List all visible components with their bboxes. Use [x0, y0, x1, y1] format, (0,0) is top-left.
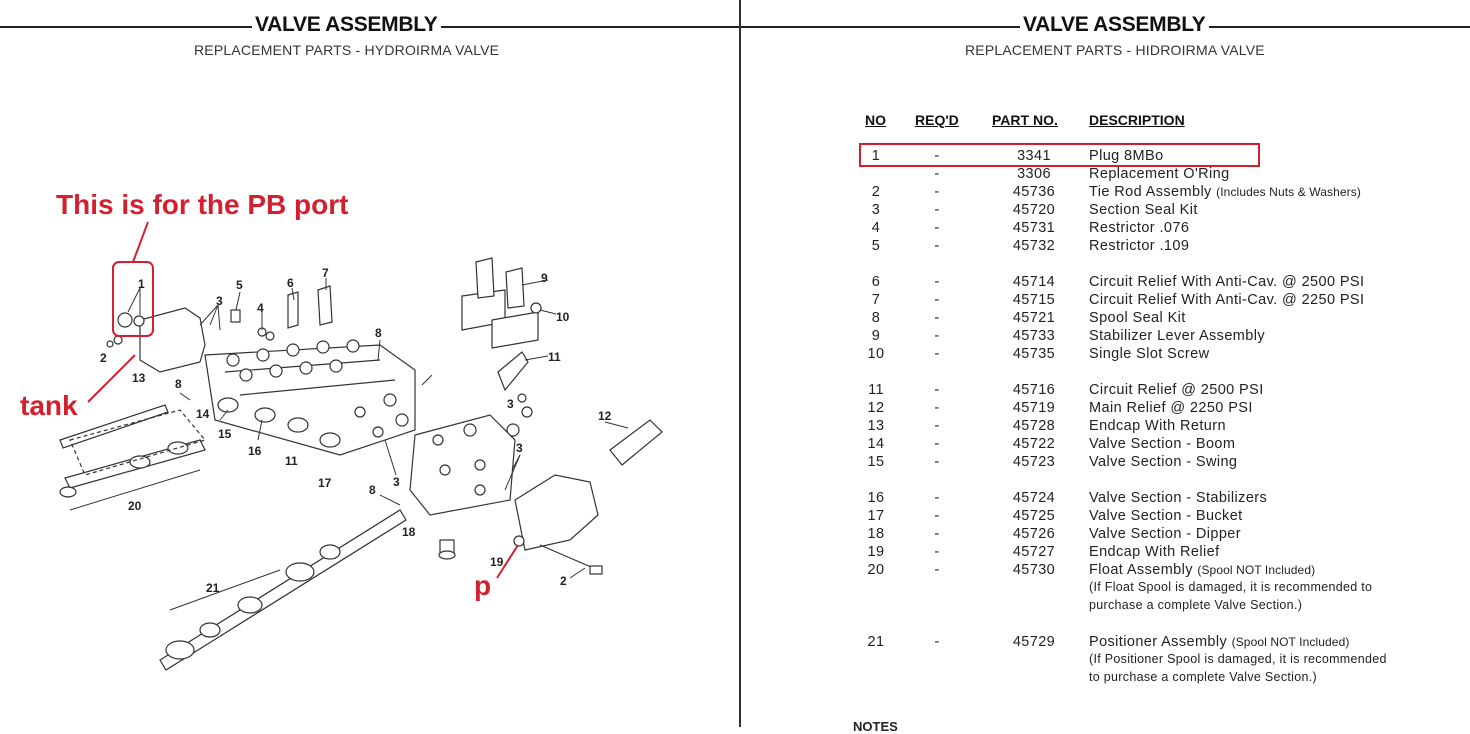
plug-part: [118, 313, 132, 327]
part-row-reqd: -: [934, 166, 940, 182]
part-row-reqd: -: [934, 238, 940, 254]
pb-port-pointer: [133, 222, 148, 262]
part-row-note: (Spool NOT Included): [1197, 563, 1316, 577]
endcap-with-relief-part: [515, 475, 598, 550]
part-row-reqd: -: [934, 328, 940, 344]
part-row-description: Spool Seal Kit: [1089, 310, 1186, 326]
part-row-reqd: -: [934, 562, 940, 578]
part-row-no: 10: [867, 346, 885, 362]
part-row-continuation-note: purchase a complete Valve Section.): [1089, 598, 1303, 612]
tank-pointer: [88, 355, 135, 402]
part-row-continuation-note: (If Positioner Spool is damaged, it is recommended: [1089, 652, 1387, 666]
oring-part: [134, 316, 144, 326]
part-row-reqd: -: [934, 346, 940, 362]
col-header-reqd: REQ'D: [915, 112, 959, 128]
part-row-no: 11: [868, 382, 884, 398]
part-row-reqd: -: [934, 274, 940, 290]
callout-3b: 3: [393, 475, 400, 489]
part-row-reqd: -: [934, 508, 940, 524]
callout-20: 20: [128, 499, 142, 513]
callout-21: 21: [206, 581, 220, 595]
part-row-description: Valve Section - Bucket: [1089, 508, 1243, 524]
callout-2: 2: [100, 351, 107, 365]
part-row-description: Valve Section - Dipper: [1089, 526, 1241, 542]
part-row-description: Main Relief @ 2250 PSI: [1089, 400, 1253, 416]
positioner-assembly-part: [160, 510, 406, 670]
part-row-continuation-note: to purchase a complete Valve Section.): [1089, 670, 1317, 684]
part-row-reqd: -: [934, 490, 940, 506]
part-row-no: 7: [871, 292, 881, 308]
callout-10: 10: [556, 310, 570, 324]
part-row-description: Tie Rod Assembly (Includes Nuts & Washers): [1089, 184, 1361, 200]
part-row-no: 13: [867, 418, 885, 434]
part-row-part-no: 45736: [1012, 184, 1056, 200]
part-row-part-no: 45735: [1012, 346, 1056, 362]
callout-19: 19: [490, 555, 504, 569]
callout-9: 9: [541, 271, 548, 285]
part-row-part-no: 45714: [1012, 274, 1056, 290]
part-row-no: 1: [871, 148, 881, 164]
callout-12: 12: [598, 409, 612, 423]
part-row-part-no: 45721: [1012, 310, 1056, 326]
part-row-no: 18: [867, 526, 885, 542]
part-row-reqd: -: [934, 310, 940, 326]
right-page: [741, 0, 1470, 734]
part-row-description: Positioner Assembly (Spool NOT Included): [1089, 634, 1350, 650]
callout-15: 15: [218, 427, 232, 441]
callout-11b: 11: [285, 454, 298, 468]
part-row-no: 14: [867, 436, 885, 452]
part-row-description: Section Seal Kit: [1089, 202, 1198, 218]
part-row-part-no: 45725: [1012, 508, 1056, 524]
callout-3: 3: [216, 294, 223, 308]
col-header-no: NO: [865, 112, 886, 128]
part-row-part-no: 45722: [1012, 436, 1056, 452]
p-annotation: p: [474, 570, 492, 601]
notes-heading: NOTES: [853, 719, 898, 734]
callout-11: 11: [548, 350, 561, 364]
part-row-no: 3: [871, 202, 881, 218]
part-row-part-no: 45719: [1012, 400, 1056, 416]
part-row-part-no: 45727: [1012, 544, 1056, 560]
part-row-no: 15: [867, 454, 885, 470]
part-row-part-no: 45724: [1012, 490, 1056, 506]
part-row-part-no: 45732: [1012, 238, 1056, 254]
part-row-no: 6: [871, 274, 881, 290]
part-row-reqd: -: [934, 454, 940, 470]
part-row-reqd: -: [934, 292, 940, 308]
part-row-no: 5: [871, 238, 881, 254]
part-row-part-no: 45726: [1012, 526, 1056, 542]
valve-section-dipper-part: [410, 415, 515, 515]
callout-16: 16: [248, 444, 262, 458]
part-row-no: 9: [871, 328, 881, 344]
part-row-reqd: -: [934, 400, 940, 416]
part-row-part-no: 45730: [1012, 562, 1056, 578]
part-row-description: Endcap With Relief: [1089, 544, 1220, 560]
callout-8c: 8: [369, 483, 376, 497]
callout-18: 18: [402, 525, 416, 539]
col-header-description: DESCRIPTION: [1089, 112, 1185, 128]
callout-1: 1: [138, 277, 145, 291]
part-row-description: Restrictor .076: [1089, 220, 1190, 236]
callout-17: 17: [318, 476, 332, 490]
part-row-note: (Includes Nuts & Washers): [1216, 185, 1361, 199]
endcap-with-return-part: [140, 308, 205, 372]
part-row-reqd: -: [934, 382, 940, 398]
part-row-description: Restrictor .109: [1089, 238, 1190, 254]
part-row-part-no: 45716: [1012, 382, 1056, 398]
part-row-description: Circuit Relief With Anti-Cav. @ 2500 PSI: [1089, 274, 1365, 290]
part-row-reqd: -: [934, 202, 940, 218]
part-row-part-no: 45715: [1012, 292, 1056, 308]
callout-4: 4: [257, 301, 264, 315]
part-row-description: Valve Section - Boom: [1089, 436, 1236, 452]
callout-8: 8: [375, 326, 382, 340]
part-row-reqd: -: [934, 148, 940, 164]
part-row-reqd: -: [934, 634, 940, 650]
part-row-no: 8: [871, 310, 881, 326]
part-row-part-no: 45729: [1012, 634, 1056, 650]
left-page-subtitle: REPLACEMENT PARTS - HYDROIRMA VALVE: [194, 42, 500, 58]
part-row-part-no: 45731: [1012, 220, 1056, 236]
callout-3d: 3: [507, 397, 514, 411]
right-page-title: VALVE ASSEMBLY: [1020, 13, 1209, 37]
callout-5: 5: [236, 278, 243, 292]
part-row-reqd: -: [934, 526, 940, 542]
part-row-no: 21: [867, 634, 885, 650]
part-row-continuation-note: (If Float Spool is damaged, it is recommended to: [1089, 580, 1373, 594]
part-row-no: 20: [867, 562, 885, 578]
right-page-subtitle: REPLACEMENT PARTS - HIDROIRMA VALVE: [965, 42, 1265, 58]
part-row-description: Replacement O'Ring: [1089, 166, 1230, 182]
part-row-reqd: -: [934, 544, 940, 560]
part-row-part-no: 3306: [1017, 166, 1051, 182]
part-row-part-no: 45728: [1012, 418, 1056, 434]
part-row-note: (Spool NOT Included): [1231, 635, 1350, 649]
part-row-no: 12: [867, 400, 885, 416]
left-page: [0, 0, 739, 727]
part-row-description: Circuit Relief With Anti-Cav. @ 2250 PSI: [1089, 292, 1365, 308]
callout-6: 6: [287, 276, 294, 290]
callout-8b: 8: [175, 377, 182, 391]
part-row-part-no: 45733: [1012, 328, 1056, 344]
part-row-description: Single Slot Screw: [1089, 346, 1210, 362]
part-row-reqd: -: [934, 184, 940, 200]
part-row-no: 16: [867, 490, 885, 506]
part-row-description: Valve Section - Swing: [1089, 454, 1238, 470]
col-header-part-no: PART NO.: [992, 112, 1058, 128]
part-row-part-no: 45723: [1012, 454, 1056, 470]
part-row-no: 4: [871, 220, 881, 236]
part-row-no: 2: [871, 184, 881, 200]
part-row-description: Circuit Relief @ 2500 PSI: [1089, 382, 1264, 398]
part-row-description: Endcap With Return: [1089, 418, 1226, 434]
part-row-reqd: -: [934, 220, 940, 236]
part-row-description: Valve Section - Stabilizers: [1089, 490, 1268, 506]
part-row-description: Plug 8MBo: [1089, 148, 1164, 164]
part-row-description: Stabilizer Lever Assembly: [1089, 328, 1266, 344]
part-row-no: 19: [867, 544, 885, 560]
callout-2b: 2: [560, 574, 567, 588]
callout-7: 7: [322, 266, 329, 280]
callout-14: 14: [196, 407, 210, 421]
callout-3c: 3: [516, 441, 523, 455]
left-page-title: VALVE ASSEMBLY: [252, 13, 441, 37]
part-row-part-no: 3341: [1017, 148, 1051, 164]
part-row-no: 17: [867, 508, 885, 524]
part-row-description: Float Assembly (Spool NOT Included): [1089, 562, 1316, 578]
part-row-reqd: -: [934, 436, 940, 452]
part-row-part-no: 45720: [1012, 202, 1056, 218]
valve-exploded-diagram: [0, 0, 739, 727]
part-row-reqd: -: [934, 418, 940, 434]
callout-13: 13: [132, 371, 146, 385]
tank-annotation: tank: [20, 390, 78, 421]
pb-port-annotation: This is for the PB port: [56, 189, 349, 220]
